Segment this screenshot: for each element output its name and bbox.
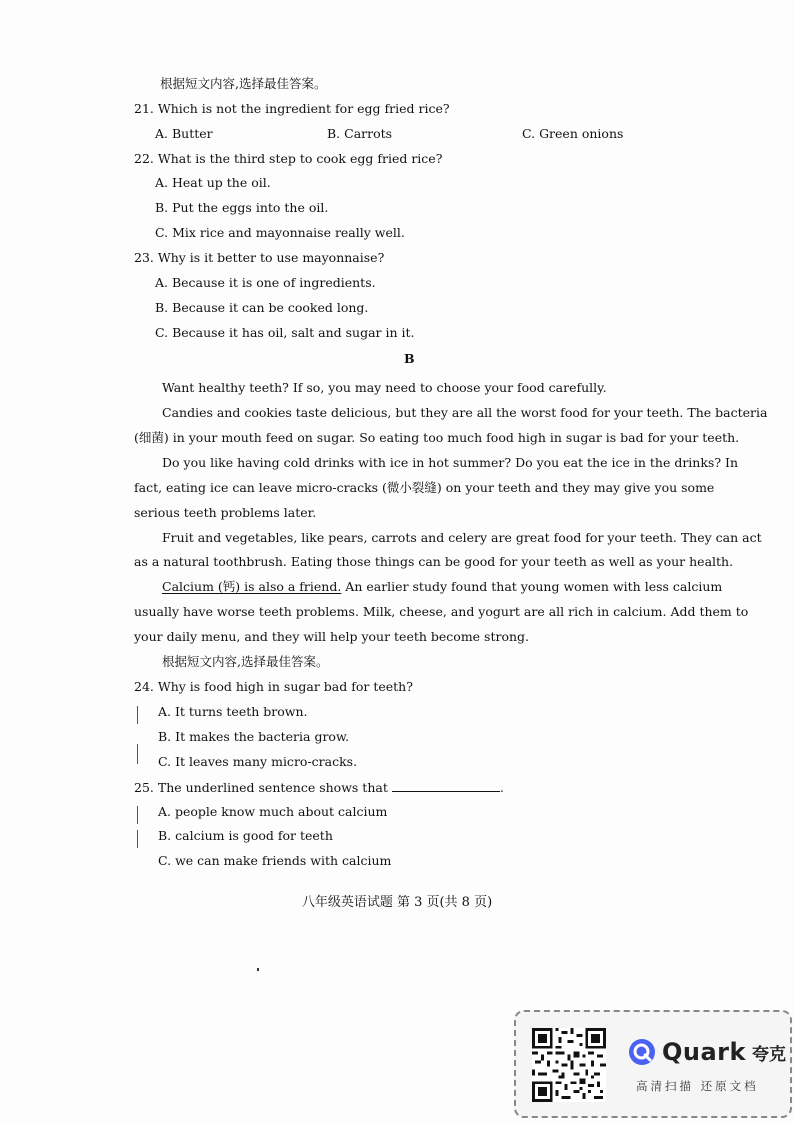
section-b-heading: B bbox=[404, 351, 415, 366]
q21-option-b: B. Carrots bbox=[327, 126, 393, 141]
quark-watermark bbox=[514, 1010, 792, 1118]
q25-stem-end: . bbox=[499, 780, 504, 795]
underlined-sentence: Calcium (钙) is also a friend. bbox=[162, 579, 342, 594]
q23-option-c: C. Because it has oil, salt and sugar in it. bbox=[155, 325, 415, 340]
q23-option-a: A. Because it is one of ingredients. bbox=[155, 275, 376, 290]
q22-option-b: B. Put the eggs into the oil. bbox=[155, 200, 329, 215]
q22-option-a: A. Heat up the oil. bbox=[155, 175, 271, 190]
passage-p5-line1 bbox=[162, 579, 722, 595]
passage-p5-line1-rest: An earlier study found that young women with less calcium bbox=[341, 579, 723, 594]
scan-mark bbox=[137, 830, 138, 848]
brand-name: Quark bbox=[662, 1038, 746, 1066]
passage-p3-line3: serious teeth problems later. bbox=[134, 505, 317, 520]
brand-slogan: 高清扫描 还原文档 bbox=[636, 1079, 759, 1093]
page-footer: 八年级英语试题 第 3 页(共 8 页) bbox=[301, 895, 493, 910]
q21-stem: 21. Which is not the ingredient for egg fried rice? bbox=[134, 101, 450, 116]
qr-code-icon bbox=[532, 1028, 606, 1102]
q25-option-b: B. calcium is good for teeth bbox=[158, 828, 333, 843]
quark-logo-icon bbox=[628, 1038, 656, 1066]
passage-p5-line3: your daily menu, and they will help your teeth become strong. bbox=[134, 629, 530, 644]
q24-option-b: B. It makes the bacteria grow. bbox=[158, 729, 350, 744]
passage-p4-line2: as a natural toothbrush. Eating those things can be good for your teeth as well as your health. bbox=[134, 554, 734, 569]
quark-brand bbox=[628, 1038, 786, 1066]
passage-p1: Want healthy teeth? If so, you may need to choose your food carefully. bbox=[162, 380, 607, 395]
q25-option-c: C. we can make friends with calcium bbox=[158, 853, 392, 868]
q25-stem: 25. The underlined sentence shows that bbox=[134, 780, 388, 795]
q24-stem: 24. Why is food high in sugar bad for teeth? bbox=[134, 679, 413, 694]
q25-stem-line bbox=[134, 779, 504, 796]
answer-blank bbox=[392, 779, 500, 792]
passage-p2-line1: Candies and cookies taste delicious, but they are all the worst food for your teeth. The bacteria bbox=[162, 405, 768, 420]
scan-speck bbox=[257, 968, 259, 971]
passage-p2-line2: (细菌) in your mouth feed on sugar. So eating too much food high in sugar is bad for your teeth. bbox=[134, 430, 740, 445]
q24-option-c: C. It leaves many micro-cracks. bbox=[158, 754, 358, 769]
brand-name-cn: 夸克 bbox=[751, 1044, 786, 1065]
q24-option-a: A. It turns teeth brown. bbox=[158, 704, 308, 719]
q25-option-a: A. people know much about calcium bbox=[158, 804, 388, 819]
passage-p5-line2: usually have worse teeth problems. Milk, cheese, and yogurt are all rich in calcium. Add them to bbox=[134, 604, 749, 619]
scan-mark bbox=[137, 706, 138, 724]
passage-p4-line1: Fruit and vegetables, like pears, carrots and celery are great food for your teeth. They can act bbox=[162, 530, 762, 545]
q23-stem: 23. Why is it better to use mayonnaise? bbox=[134, 250, 385, 265]
q23-option-b: B. Because it can be cooked long. bbox=[155, 300, 369, 315]
q22-option-c: C. Mix rice and mayonnaise really well. bbox=[155, 225, 405, 240]
scan-mark bbox=[137, 744, 138, 764]
q21-option-c: C. Green onions bbox=[522, 126, 624, 141]
q21-option-a: A. Butter bbox=[155, 126, 213, 141]
passage-p3-line2: fact, eating ice can leave micro-cracks (微小裂缝) on your teeth and they may give you some bbox=[134, 480, 715, 495]
passage-p3-line1: Do you like having cold drinks with ice in hot summer? Do you eat the ice in the drinks? In bbox=[162, 455, 739, 470]
q22-stem: 22. What is the third step to cook egg fried rice? bbox=[134, 151, 443, 166]
instruction-2: 根据短文内容,选择最佳答案。 bbox=[162, 654, 329, 669]
scan-mark bbox=[137, 806, 138, 824]
instruction-1: 根据短文内容,选择最佳答案。 bbox=[160, 76, 327, 91]
